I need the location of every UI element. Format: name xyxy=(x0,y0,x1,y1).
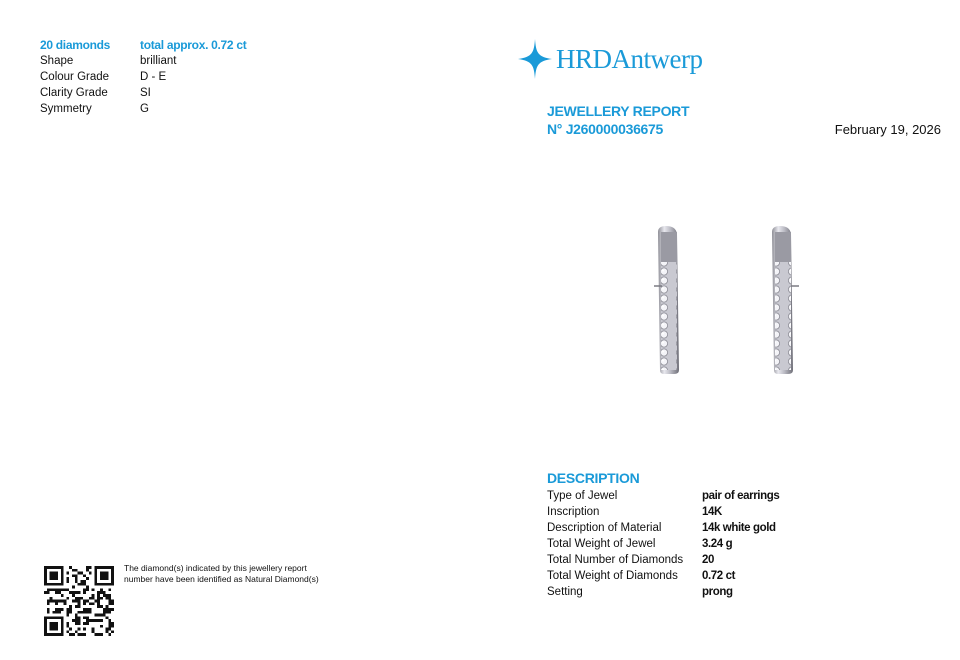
qr-code[interactable] xyxy=(44,566,114,636)
left-earring xyxy=(654,226,679,374)
hrd-antwerp-logo xyxy=(518,36,702,82)
description-row xyxy=(547,520,847,536)
description-value: pair of earrings xyxy=(702,490,780,502)
description-label: Total Weight of Diamonds xyxy=(547,570,678,582)
diamond-total-weight: total approx. 0.72 ct xyxy=(140,38,247,52)
diamond-row-value: brilliant xyxy=(140,55,177,67)
description-table xyxy=(547,488,847,600)
diamond-row-value: G xyxy=(140,103,149,115)
description-row xyxy=(547,568,847,584)
description-value: 14k white gold xyxy=(702,522,776,534)
description-label: Type of Jewel xyxy=(547,490,618,502)
diamond-row-label: Symmetry xyxy=(40,103,92,115)
description-row xyxy=(547,552,847,568)
diamond-row-label: Clarity Grade xyxy=(40,87,108,99)
diamond-heading xyxy=(40,37,400,53)
diamond-count: 20 diamonds xyxy=(40,38,111,52)
description-label: Total Weight of Jewel xyxy=(547,538,656,550)
logo-text: HRDAntwerp xyxy=(556,43,703,74)
description-label: Setting xyxy=(547,586,583,598)
diamond-row-label: Colour Grade xyxy=(40,71,110,83)
right-earring xyxy=(772,226,799,374)
description-row xyxy=(547,504,847,520)
description-value: 14K xyxy=(702,506,722,518)
earrings-image xyxy=(640,222,820,382)
description-value: 20 xyxy=(702,554,714,566)
report-title: JEWELLERY REPORT xyxy=(547,103,690,119)
report-number: N° J260000036675 xyxy=(547,121,664,137)
diamond-row-label: Shape xyxy=(40,55,74,67)
diamond-row-value: D - E xyxy=(140,71,167,83)
diamond-row xyxy=(40,101,400,117)
description-label: Description of Material xyxy=(547,522,662,534)
description-row xyxy=(547,536,847,552)
star-icon xyxy=(518,39,552,79)
qr-code-icon xyxy=(44,566,114,636)
diamond-row xyxy=(40,69,400,85)
description-value: 0.72 ct xyxy=(702,570,736,582)
description-title: DESCRIPTION xyxy=(547,470,640,486)
diamond-row xyxy=(40,85,400,101)
natural-diamond-note: The diamond(s) indicated by this jewellery report number have been identified as Natural Diamond(s) xyxy=(124,563,319,584)
description-row xyxy=(547,584,847,600)
description-row xyxy=(547,488,847,504)
diamond-row-value: SI xyxy=(140,87,151,99)
report-date: February 19, 2026 xyxy=(834,122,941,137)
description-value: prong xyxy=(702,586,733,598)
diamond-details xyxy=(40,37,400,117)
description-label: Inscription xyxy=(547,506,600,518)
description-label: Total Number of Diamonds xyxy=(547,554,684,566)
diamond-row xyxy=(40,53,400,69)
description-value: 3.24 g xyxy=(702,538,733,550)
